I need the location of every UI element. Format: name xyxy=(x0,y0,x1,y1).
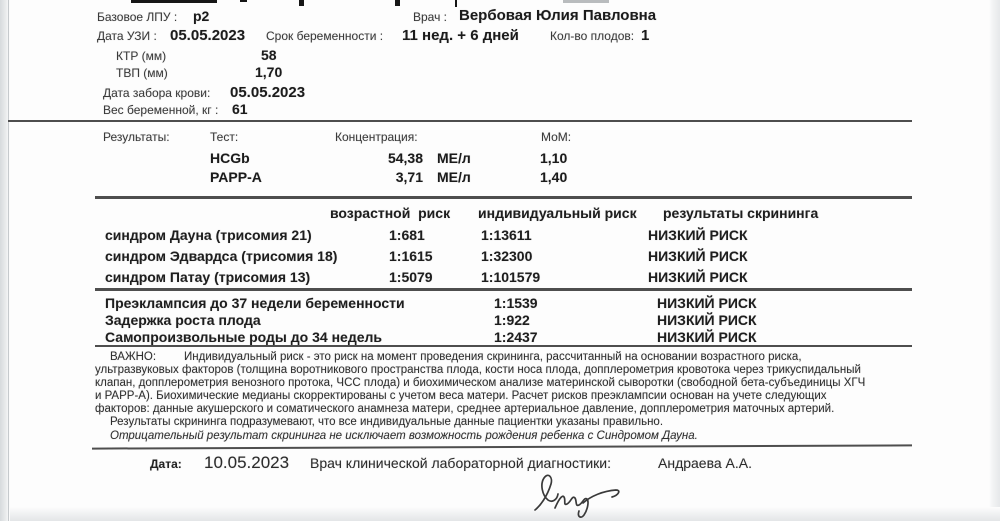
syndrome-row-label: синдром Эдвардса (трисомия 18) xyxy=(105,248,338,264)
obstetric-risk-label: Самопроизвольные роды до 34 недель xyxy=(105,329,382,345)
tvp-label: ТВП (мм) xyxy=(116,66,168,80)
mom-column-header: МоМ: xyxy=(541,130,572,144)
doctor-name-value: Вербовая Юлия Павловна xyxy=(459,7,657,24)
blood-draw-date-label: Дата забора крови: xyxy=(103,86,211,100)
fetus-count-value: 1 xyxy=(641,27,650,44)
scan-left-fold-line xyxy=(8,0,9,521)
individual-risk-value: 1:13611 xyxy=(481,227,532,243)
syndrome-row-label: синдром Дауна (трисомия 21) xyxy=(105,227,312,243)
test-unit: МЕ/л xyxy=(437,169,471,185)
test-name: PAPP-A xyxy=(210,169,262,185)
ultrasound-date-value: 05.05.2023 xyxy=(170,27,246,44)
screening-result-header: результаты скрининга xyxy=(663,205,819,221)
lab-doctor-label: Врач клинической лабораторной диагностики: xyxy=(310,455,612,471)
important-note-line: клапан, допплерометрия венозного протока, ЧСС плода) и биохимическом анализе материнской сыворотки (свободной бета-субъединицы ХГЧ xyxy=(95,377,866,389)
divider-line xyxy=(92,444,912,449)
ultrasound-date-label: Дата УЗИ : xyxy=(97,29,157,43)
fetus-count-label: Кол-во плодов: xyxy=(550,29,635,43)
weight-label: Вес беременной, кг : xyxy=(103,103,219,117)
gestation-value: 11 нед. + 6 дней xyxy=(402,27,519,44)
important-note-line: и PAPP-A). Биохимические медианы скорректированы с учетом веса матери. Расчет рисков преэклампсии основан на учете следующих xyxy=(95,390,827,402)
scan-bottom-edge xyxy=(0,507,1000,521)
cropped-text-fragment xyxy=(395,0,400,6)
cropped-text-fragment xyxy=(455,0,457,7)
screening-result-value: НИЗКИЙ РИСК xyxy=(648,227,748,243)
individual-risk-value: 1:32300 xyxy=(481,248,533,264)
divider-line xyxy=(95,288,912,291)
test-concentration: 3,71 xyxy=(395,169,423,185)
tvp-value: 1,70 xyxy=(255,64,283,80)
important-note-line: Результаты скрининга подразумевают, что все индивидуальные данные пациентки указаны правильно. xyxy=(110,416,664,428)
test-mom: 1,40 xyxy=(540,169,568,185)
doctor-name-label: Врач : xyxy=(413,10,448,24)
obstetric-risk-value: 1:1539 xyxy=(494,295,538,311)
test-name: HCGb xyxy=(210,150,250,166)
base-lpu-label: Базовое ЛПУ : xyxy=(97,10,178,24)
ktr-label: КТР (мм) xyxy=(116,49,167,63)
obstetric-risk-result: НИЗКИЙ РИСК xyxy=(657,329,757,345)
test-unit: МЕ/л xyxy=(437,150,471,166)
weight-value: 61 xyxy=(232,101,248,117)
obstetric-risk-value: 1:922 xyxy=(494,312,530,328)
divider-line xyxy=(95,345,912,347)
obstetric-risk-value: 1:2437 xyxy=(494,329,538,345)
test-concentration: 54,38 xyxy=(387,150,423,166)
important-note-label: ВАЖНО: xyxy=(110,351,157,363)
important-note-line: Индивидуальный риск - это риск на момент проведения скрининга, рассчитанный на основании возрастного риска, xyxy=(184,351,802,363)
results-section-label: Результаты: xyxy=(103,130,170,144)
scan-right-edge xyxy=(989,0,1000,521)
individual-risk-value: 1:101579 xyxy=(481,269,541,285)
test-mom: 1,10 xyxy=(540,150,568,166)
age-risk-value: 1:5079 xyxy=(389,269,433,285)
blood-draw-date-value: 05.05.2023 xyxy=(230,84,306,101)
lab-doctor-value: Андраева А.А. xyxy=(658,455,753,471)
obstetric-risk-result: НИЗКИЙ РИСК xyxy=(657,312,757,328)
cropped-text-fragment xyxy=(299,0,304,6)
cropped-text-fragment xyxy=(131,0,217,3)
individual-risk-header: индивидуальный риск xyxy=(478,205,637,221)
divider-line xyxy=(95,196,912,199)
age-risk-header: возрастной риск xyxy=(330,205,451,221)
report-date-value: 10.05.2023 xyxy=(204,453,290,472)
obstetric-risk-result: НИЗКИЙ РИСК xyxy=(657,295,757,311)
age-risk-value: 1:681 xyxy=(389,227,425,243)
cropped-text-fragment xyxy=(240,0,247,2)
important-note-line: факторов: данные акушерского и соматического анамнеза матери, среднее артериальное давление, допплерометрия маточных артерий. xyxy=(95,403,835,415)
divider-line xyxy=(8,120,912,122)
important-note-line: ультразвуковых факторов (толщина воротникового пространства плода, кости носа плода, допплерометрия кровотока через трикуспидальный xyxy=(95,364,861,376)
obstetric-risk-label: Задержка роста плода xyxy=(105,312,261,328)
screening-result-value: НИЗКИЙ РИСК xyxy=(648,248,748,264)
obstetric-risk-label: Преэклампсия до 37 недели беременности xyxy=(105,295,405,311)
cropped-text-fragment xyxy=(563,0,609,3)
ktr-value: 58 xyxy=(261,47,277,63)
doctor-signature-scribble xyxy=(527,470,627,518)
test-column-header: Тест: xyxy=(210,130,239,144)
report-date-label: Дата: xyxy=(150,457,182,471)
age-risk-value: 1:1615 xyxy=(389,248,433,264)
gestation-label: Срок беременности : xyxy=(266,29,384,43)
screening-result-value: НИЗКИЙ РИСК xyxy=(648,269,748,285)
base-lpu-value: р2 xyxy=(193,8,210,24)
screening-disclaimer: Отрицательный результат скрининга не исключает возможность рождения ребенка с Синдромом Дауна. xyxy=(110,430,698,442)
syndrome-row-label: синдром Патау (трисомия 13) xyxy=(105,269,311,285)
concentration-column-header: Концентрация: xyxy=(335,130,418,144)
